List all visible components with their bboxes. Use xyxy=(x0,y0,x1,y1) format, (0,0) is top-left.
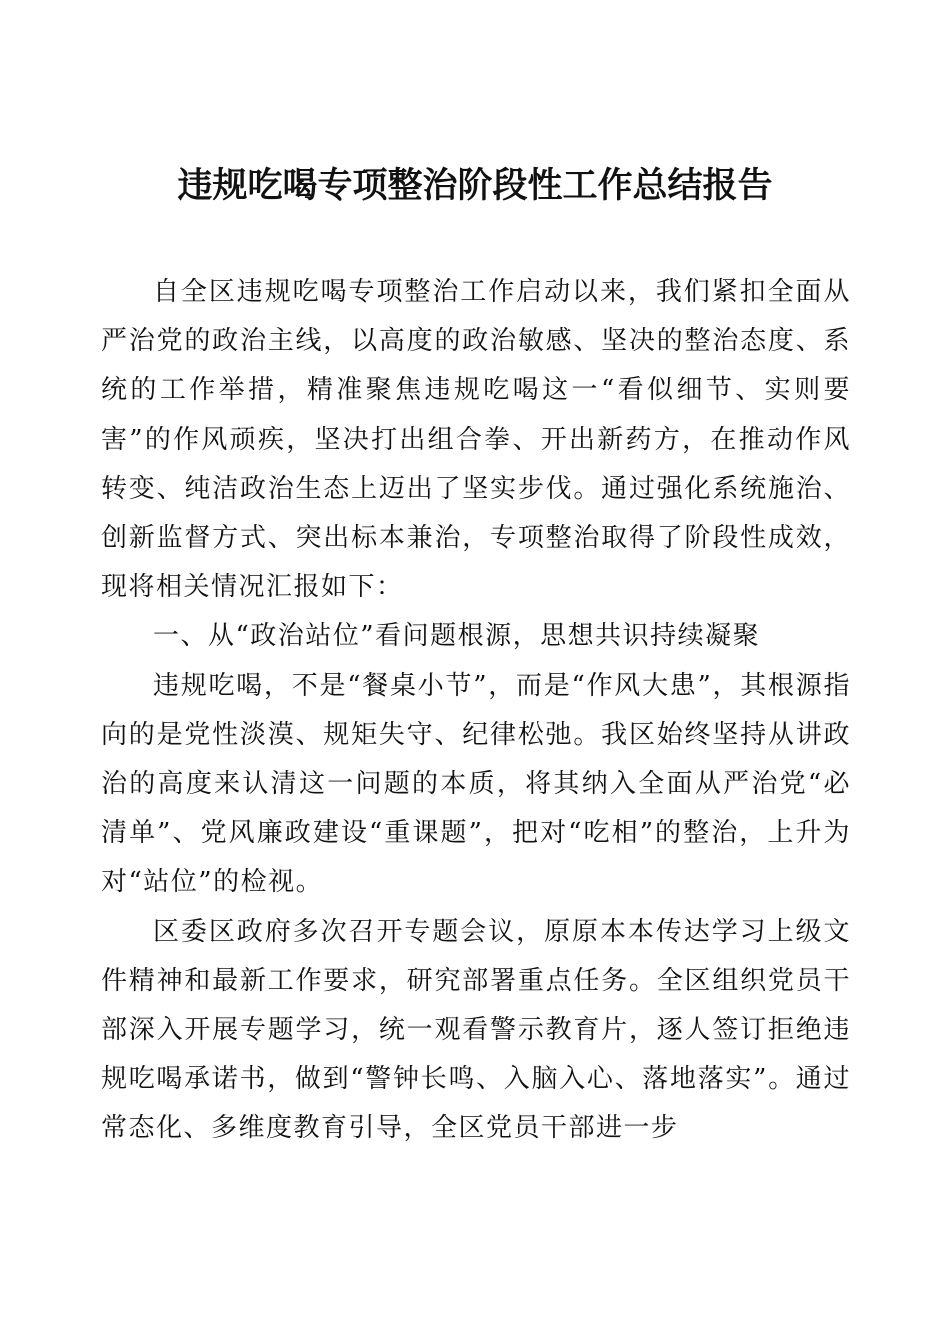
paragraph-1: 违规吃喝，不是“餐桌小节”，而是“作风大患”，其根源指向的是党性淡漠、规矩失守、纪律松弛。我区始终坚持从讲政治的高度来认清这一问题的本质，将其纳入全面从严治党“必清单”、党风廉政建设“重课题”，把对“吃相”的整治，上升为对“站位”的检视。 xyxy=(101,670,851,898)
document-title: 违规吃喝专项整治阶段性工作总结报告 xyxy=(177,165,773,206)
section-heading-1: 一、从“政治站位”看问题根源，思想共识持续凝聚 xyxy=(153,621,761,652)
paragraph-2: 区委区政府多次召开专题会议，原原本本传达学习上级文件精神和最新工作要求，研究部署重点任务。全区组织党员干部深入开展专题学习，统一观看警示教育片，逐人签订拒绝违规吃喝承诺书，做到“警钟长鸣、入脑入心、落地落实”。通过常态化、多维度教育引导，全区党员干部进一步 xyxy=(101,916,851,1144)
document-body xyxy=(101,268,851,1154)
paragraph-intro: 自全区违规吃喝专项整治工作启动以来，我们紧扣全面从严治党的政治主线，以高度的政治敏感、坚决的整治态度、系统的工作举措，精准聚焦违规吃喝这一“看似细节、实则要害”的作风顽疾，坚决打出组合拳、开出新药方，在推动作风转变、纯洁政治生态上迈出了坚实步伐。通过强化系统施治、创新监督方式、突出标本兼治，专项整治取得了阶段性成效，现将相关情况汇报如下： xyxy=(101,277,851,603)
